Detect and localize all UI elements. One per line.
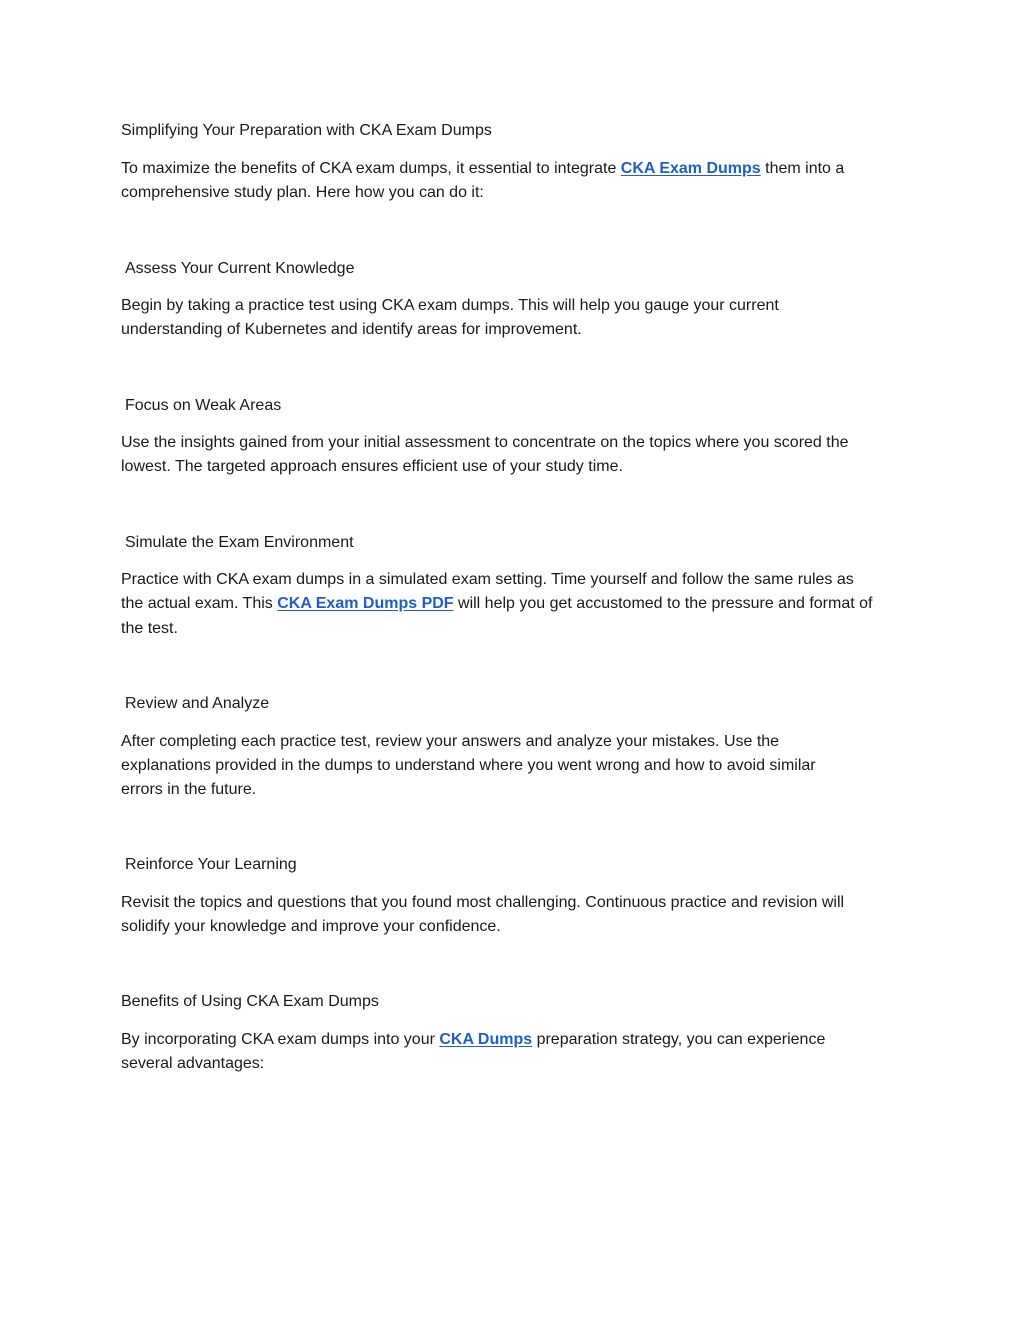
benefits-paragraph-line-2: several advantages:	[121, 1055, 265, 1072]
step-title-review: Review and Analyze	[125, 695, 270, 712]
benefits-paragraph-line-1	[121, 1028, 825, 1052]
intro-text-before-link: To maximize the benefits of CKA exam dumps, it essential to integrate	[121, 160, 621, 177]
cka-exam-dumps-pdf-link[interactable]: CKA Exam Dumps PDF	[277, 595, 454, 612]
simulate-text-after-link: will help you get accustomed to the pressure and format of	[453, 595, 873, 612]
step-simulate-line-3: the test.	[121, 620, 178, 637]
step-review-line-2: explanations provided in the dumps to understand where you went wrong and how to avoid similar	[121, 757, 816, 774]
step-review-line-1: After completing each practice test, review your answers and analyze your mistakes. Use the	[121, 733, 780, 750]
intro-paragraph-line-1	[121, 157, 844, 181]
section-title-simplifying: Simplifying Your Preparation with CKA Exam Dumps	[121, 122, 492, 139]
step-reinforce-line-1: Revisit the topics and questions that you found most challenging. Continuous practice and revision will	[121, 894, 845, 911]
step-title-simulate: Simulate the Exam Environment	[125, 534, 354, 551]
step-assess-line-2: understanding of Kubernetes and identify areas for improvement.	[121, 321, 582, 338]
section-title-benefits: Benefits of Using CKA Exam Dumps	[121, 993, 379, 1010]
benefits-text-before-link: By incorporating CKA exam dumps into your	[121, 1031, 440, 1048]
step-simulate-line-1: Practice with CKA exam dumps in a simulated exam setting. Time yourself and follow the same rules as	[121, 571, 854, 588]
step-assess-line-1: Begin by taking a practice test using CKA exam dumps. This will help you gauge your current	[121, 297, 779, 314]
step-title-reinforce: Reinforce Your Learning	[125, 856, 297, 873]
intro-paragraph-line-2: comprehensive study plan. Here how you can do it:	[121, 184, 484, 201]
step-focus-line-1: Use the insights gained from your initial assessment to concentrate on the topics where you scored the	[121, 434, 849, 451]
step-title-assess: Assess Your Current Knowledge	[125, 260, 355, 277]
step-simulate-line-2	[121, 592, 872, 616]
simulate-text-before-link: the actual exam. This	[121, 595, 278, 612]
step-title-focus: Focus on Weak Areas	[125, 397, 282, 414]
cka-exam-dumps-link[interactable]: CKA Exam Dumps	[620, 160, 761, 177]
benefits-text-after-link: preparation strategy, you can experience	[532, 1031, 826, 1048]
step-reinforce-line-2: solidify your knowledge and improve your confidence.	[121, 918, 501, 935]
step-review-line-3: errors in the future.	[121, 781, 257, 798]
intro-text-after-link: them into a	[760, 160, 845, 177]
step-focus-line-2: lowest. The targeted approach ensures efficient use of your study time.	[121, 458, 623, 475]
cka-dumps-link[interactable]: CKA Dumps	[439, 1031, 533, 1048]
